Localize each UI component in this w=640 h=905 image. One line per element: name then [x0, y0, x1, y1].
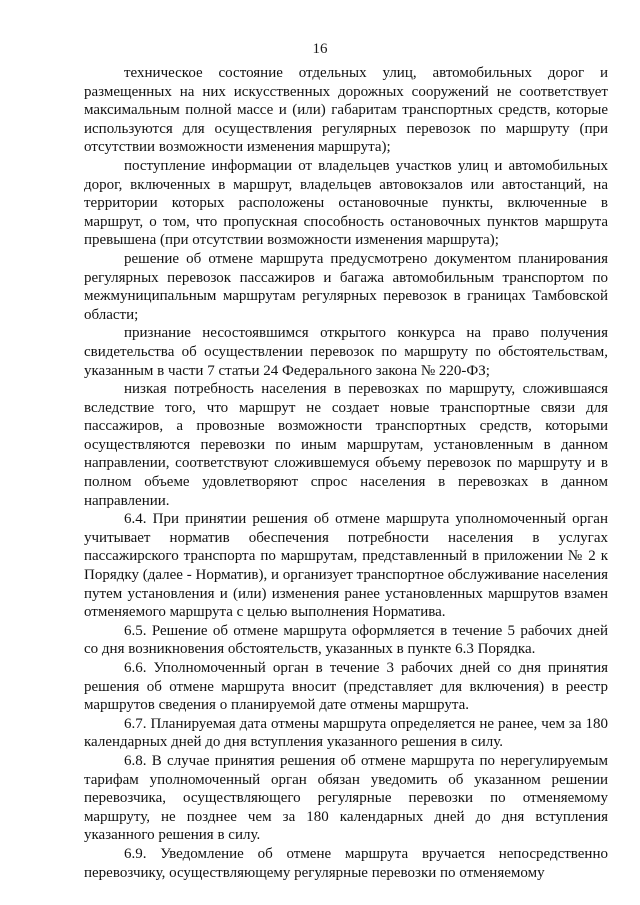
list-item-planning-document: решение об отмене маршрута предусмотрено документом планирования регулярных перевозок пассажиров и багажа автомобильным транспортом по межмуниципальным маршрутам регулярных перевозок в границах Тамбовской области; [84, 250, 608, 323]
list-item-failed-tender: признание несостоявшимся открытого конкурса на право получения свидетельства об осуществлении перевозок по маршруту по обстоятельствам, указанным в части 7 статьи 24 Федерального закона № 220-ФЗ; [84, 325, 608, 379]
list-item-capacity-exceeded: поступление информации от владельцев участков улиц и автомобильных дорог, включенных в маршрут, владельцев автовокзалов или автостанций, на территории которых расположены остановочные пункты, включенные в маршрут, о том, что пропускная способность остановочных пунктов маршрута превышена (при отсутствии возможности изменения маршрута); [84, 157, 608, 249]
list-item-road-condition: техническое состояние отдельных улиц, автомобильных дорог и размещенных на них искусственных дорожных сооружений не соответствует максимальным полной массе и (или) габаритам транспортных средств, которые используются для осуществления регулярных перевозок по маршруту (при отсутствии возможности изменения маршрута); [84, 65, 608, 156]
page-number: 16 [312, 41, 328, 57]
clause-6-7: 6.7. Планируемая дата отмены маршрута определяется не ранее, чем за 180 календарных дней до дня вступления указанного решения в силу. [84, 715, 608, 751]
list-item-low-demand: низкая потребность населения в перевозках по маршруту, сложившаяся вследствие того, что маршрут не создает новые транспортные связи для пассажиров, а провозные возможности транспортных средств, которыми осуществляются перевозки по иным маршрутам, установленным в данном направлении, соответствуют сложившемуся объему перевозок по маршруту и в полном объеме удовлетворяют спрос населения в перевозках в данном направлении. [84, 381, 608, 509]
clause-6-6: 6.6. Уполномоченный орган в течение 3 рабочих дней со дня принятия решения об отмене маршрута вносит (представляет для включения) в реестр маршрутов сведения о планируемой дате отмены маршрута. [84, 660, 608, 714]
clause-6-5: 6.5. Решение об отмене маршрута оформляется в течение 5 рабочих дней со дня возникновения обстоятельств, указанных в пункте 6.3 Порядка. [84, 622, 608, 658]
clause-6-9: 6.9. Уведомление об отмене маршрута вручается непосредственно перевозчику, осуществляющему регулярные перевозки по отменяемому [84, 845, 608, 881]
clause-6-4: 6.4. При принятии решения об отмене маршрута уполномоченный орган учитывает норматив обеспечения потребности населения в услугах пассажирского транспорта по маршрутам, представленный в приложении № 2 к Порядку (далее - Норматив), и организует транспортное обслуживание населения путем установления и (или) изменения ранее установленных маршрутов взамен отменяемого маршрута с целью выполнения Норматива. [84, 511, 608, 621]
clause-6-8: 6.8. В случае принятия решения об отмене маршрута по нерегулируемым тарифам уполномоченный орган обязан уведомить об указанном решении перевозчика, осуществляющего регулярные перевозки по отменяемому маршруту, не позднее чем за 180 календарных дней до дня вступления указанного решения в силу. [84, 752, 608, 844]
document-body [84, 64, 608, 882]
